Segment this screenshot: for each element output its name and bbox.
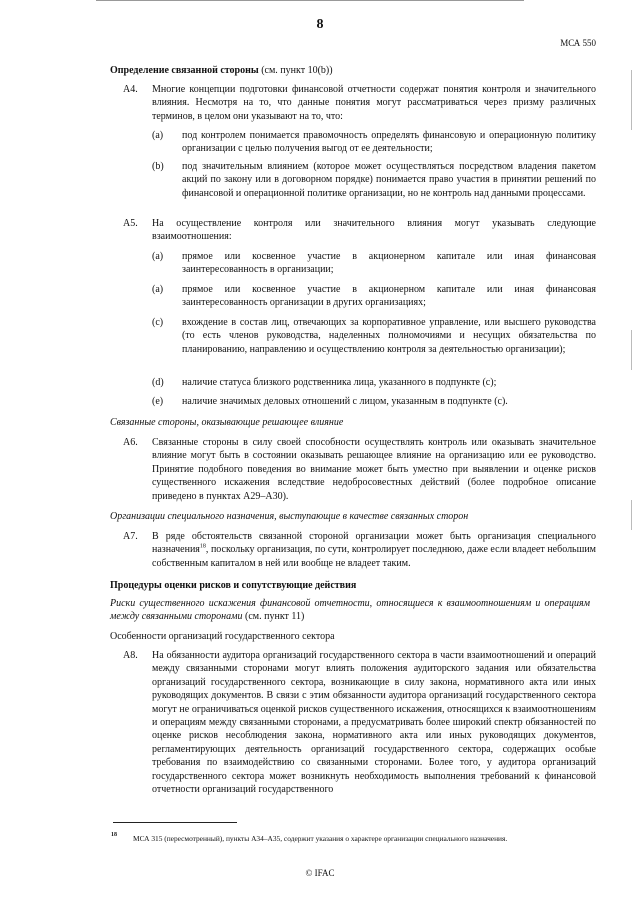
item-label: (d) bbox=[152, 377, 164, 388]
page-number: 8 bbox=[316, 17, 324, 32]
list-item: наличие значимых деловых отношений с лицом, указанным в подпункте (с). bbox=[182, 396, 508, 407]
scan-edge-line bbox=[631, 500, 632, 530]
paragraph-a5: На осуществление контроля или значительного влияния могут указывать следующие взаимоотношения: bbox=[152, 218, 596, 243]
standard-code: МСА 550 bbox=[560, 38, 596, 48]
paragraph-a7: В ряде обстоятельств связанной стороной организации может быть организация специального назначения$^{18}$, поскольку организация, по сути, контролирует последнюю, даже если владеет небольшим собственным капиталом в ней или вообще не владеет таким. bbox=[152, 531, 596, 569]
list-item: прямое или косвенное участие в акционерном капитале или иная финансовая заинтересованность организации в других организациях; bbox=[182, 284, 596, 309]
paragraph-label: A5. bbox=[123, 218, 138, 229]
footnote-ref[interactable]: 18 bbox=[199, 544, 206, 551]
top-rule bbox=[96, 0, 524, 1]
list-item: наличие статуса близкого родственника лица, указанного в подпункте (с); bbox=[182, 377, 497, 388]
scan-edge-line bbox=[631, 70, 632, 130]
footnote-number: 18 bbox=[111, 832, 117, 838]
subsection-heading: Организации специального назначения, выступающие в качестве связанных сторон bbox=[110, 511, 469, 522]
subsection-heading: Риски существенного искажения финансовой отчетности, относящиеся к взаимоотношениям и операциям между связанными сторонами (см. пункт 11) bbox=[110, 598, 590, 623]
paragraph-label: A7. bbox=[123, 531, 138, 542]
section-heading-procedures: Процедуры оценки рисков и сопутствующие действия bbox=[110, 580, 357, 591]
paragraph-label: A8. bbox=[123, 650, 138, 661]
list-item: вхождение в состав лиц, отвечающих за корпоративное управление, или высшего руководства (то есть членов руководства, наделенных полномочиями и несущих обязательства по планированию, направлению и осуществлению контроля за деятельностью организации); bbox=[182, 317, 596, 355]
footnote-text: МСА 315 (пересмотренный), пункты A34–A35, содержит указания о характере организации специального назначения. bbox=[133, 834, 508, 843]
footer-copyright: © IFAC bbox=[305, 868, 335, 878]
paragraph-label: A6. bbox=[123, 437, 138, 448]
paragraph-a4: Многие концепции подготовки финансовой отчетности содержат понятия контроля и значительного влияния. Несмотря на то, что данные понятия могут рассматриваться через призму различных терминов, в целом они указывают на то, что: bbox=[152, 84, 596, 122]
item-label: (e) bbox=[152, 396, 164, 407]
item-label: (a) bbox=[152, 251, 164, 262]
subsection-heading: Особенности организаций государственного сектора bbox=[110, 631, 335, 642]
list-item: прямое или косвенное участие в акционерном капитале или иная финансовая заинтересованность в организации; bbox=[182, 251, 596, 276]
item-label: (a) bbox=[152, 130, 164, 141]
item-label: (c) bbox=[152, 317, 164, 328]
subsection-heading: Связанные стороны, оказывающие решающее влияние bbox=[110, 417, 344, 428]
paragraph-a6: Связанные стороны в силу своей способности осуществлять контроль или оказывать значительное влияние могут быть в состоянии оказывать решающее влияние на организацию или ее руководство. Принятие подобного поведения во внимание может быть уместно при выявлении и оценке рисков существенного искажения вследствие недобросовестных действий (более подробное описание приведено в пунктах A29–A30). bbox=[152, 437, 596, 502]
list-item: под значительным влиянием (которое может осуществляться посредством владения пакетом акций по закону или в договорном порядке) понимается право участия в принятии решений по финансовой и операционной политике организации, но не контроль над данными процессами. bbox=[182, 161, 596, 199]
paragraph-a8: На обязанности аудитора организаций государственного сектора в части взаимоотношений и операций между связанными сторонами могут влиять положения аудиторского задания или обязательства организаций государственного сектора, возникающие в силу закона, нормативного акта или иных руководящих документов. В связи с этим обязанности аудитора организаций государственного сектора могут не ограничиваться оценкой рисков существенного искажения, относящихся к взаимоотношениям и операциям между связанными сторонами, а предусматривать более широкий спектр обязанностей по оценке рисков несоблюдения закона, нормативного акта или иных руководящих документов, регламентирующих деятельность организаций государственного сектора, содержащих особые требования по взаимодействию со связанными сторонами. Более того, у аудитора организаций государственного сектора может возникнуть необходимость выполнения требований к финансовой отчетности организаций государственного bbox=[152, 650, 596, 796]
footnote-rule bbox=[113, 822, 237, 823]
item-label: (b) bbox=[152, 161, 164, 172]
list-item: под контролем понимается правомочность определять финансовую и операционную политику организации с целью получения выгод от ее деятельности; bbox=[182, 130, 596, 155]
item-label: (a) bbox=[152, 284, 164, 295]
paragraph-label: A4. bbox=[123, 84, 138, 95]
section-heading-definition: Определение связанной стороны (см. пункт 10(b)) bbox=[110, 65, 333, 76]
scan-edge-line bbox=[631, 330, 632, 370]
